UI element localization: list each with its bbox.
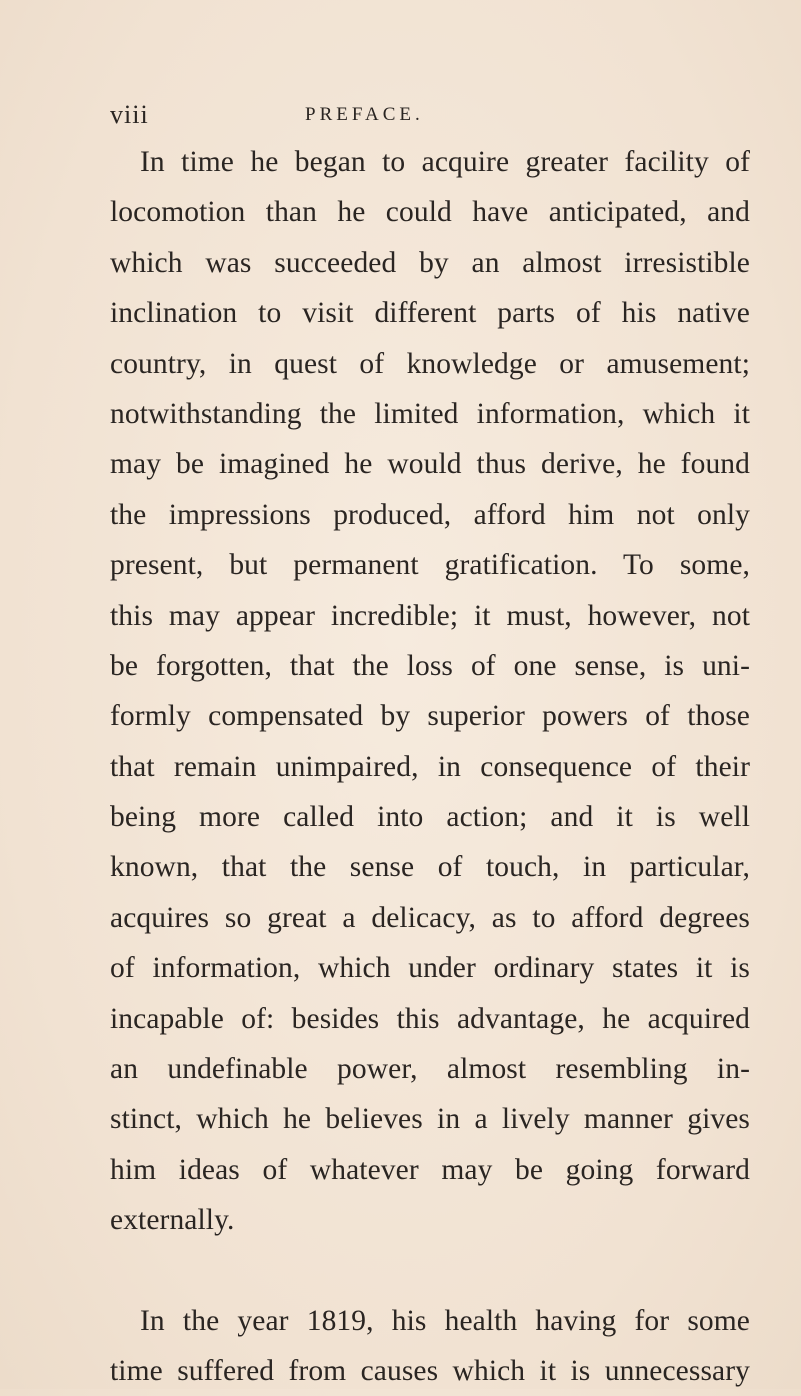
text-line: being more called into action; and it is well [110,801,750,834]
text-line: externally. [110,1204,235,1237]
text-line: acquires so great a delicacy, as to afford degrees [110,901,750,934]
running-head: PREFACE. [305,104,424,125]
text-line: time suffered from causes which it is unnecessary [110,1354,750,1387]
text-line: notwithstanding the limited information, which it [110,397,750,430]
text-line: country, in quest of knowledge or amusement; [110,347,750,380]
text-line: which was succeeded by an almost irresistible [110,246,750,279]
text-line: an undefinable power, almost resembling in- [110,1053,750,1086]
text-line: incapable of: besides this advantage, he acquired [110,1002,750,1035]
text-line: this may appear incredible; it must, however, not [110,599,750,632]
page-header [110,100,745,136]
text-line: that remain unimpaired, in consequence of their [110,750,750,783]
text-line: In time he began to acquire greater facility of [140,146,750,178]
text-line: known, that the sense of touch, in particular, [110,851,750,884]
text-line: present, but permanent gratification. To some, [110,549,750,582]
text-line: inclination to visit different parts of his native [110,297,750,330]
text-line: locomotion than he could have anticipated, and [110,196,750,229]
paragraph-1 [110,137,750,1246]
page-number: viii [110,100,149,129]
text-line: him ideas of whatever may be going forward [110,1153,750,1186]
text-line: formly compensated by superior powers of those [110,700,750,733]
text-line: In the year 1819, his health having for some [140,1304,750,1337]
text-line: be forgotten, that the loss of one sense, is uni- [110,649,750,682]
paragraph-spacer [110,1246,750,1296]
paragraph-2 [110,1296,750,1396]
text-line: the impressions produced, afford him not only [110,498,750,531]
text-line: of information, which under ordinary states it is [110,952,750,985]
text-line: stinct, which he believes in a lively manner gives [110,1103,750,1136]
body-text [110,137,750,1396]
text-line: may be imagined he would thus derive, he found [110,448,750,481]
